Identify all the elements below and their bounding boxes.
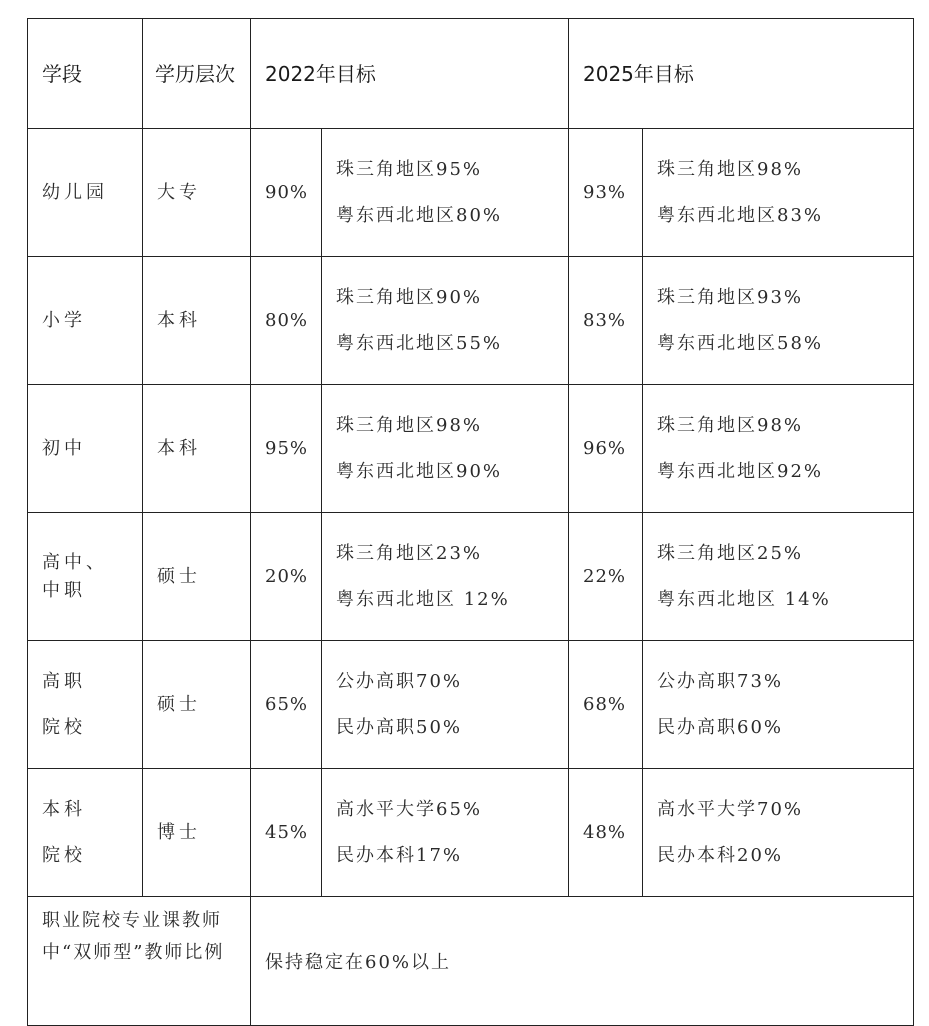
degree-cell: 本科 [143,257,251,385]
detail-line: 珠三角地区98% [657,414,804,436]
detail-line: 民办本科17% [336,844,463,866]
stage-cell: 小学 [28,257,143,385]
overall-2025-cell: 83% [569,257,643,385]
detail-line: 粤东西北地区83% [657,204,824,226]
degree-cell: 硕士 [143,513,251,641]
table-row [28,129,914,257]
stage-line: 院校 [42,844,86,866]
detail-line: 高水平大学65% [336,798,483,820]
detail-line: 珠三角地区25% [657,542,804,564]
detail-line: 珠三角地区23% [336,542,483,564]
degree-cell: 本科 [143,385,251,513]
stage-cell: 初中 [28,385,143,513]
detail-2025-cell [643,129,914,257]
table-row [28,641,914,769]
detail-line: 粤东西北地区92% [657,460,824,482]
detail-line: 珠三角地区90% [336,286,483,308]
stage-line: 高中、 [42,551,108,573]
detail-2025-cell [643,641,914,769]
overall-2025-cell: 93% [569,129,643,257]
table-row [28,769,914,897]
detail-line: 珠三角地区98% [336,414,483,436]
detail-line: 粤东西北地区55% [336,332,503,354]
detail-line: 珠三角地区95% [336,158,483,180]
overall-2025-cell: 48% [569,769,643,897]
stage-line: 高职 [42,670,86,692]
teacher-qualification-targets-table [27,18,914,1026]
detail-2022-cell [322,769,569,897]
detail-2025-cell [643,385,914,513]
stage-cell: 幼儿园 [28,129,143,257]
detail-line: 民办高职50% [336,716,463,738]
detail-line: 粤东西北地区80% [336,204,503,226]
detail-line: 粤东西北地区90% [336,460,503,482]
detail-line: 粤东西北地区 12% [336,588,510,610]
dual-qualified-teacher-value: 保持稳定在60%以上 [251,897,914,1026]
dual-qualified-teacher-label: 职业院校专业课教师中“双师型”教师比例 [28,897,251,1026]
header-stage: 学段 [28,19,143,129]
detail-line: 公办高职73% [657,670,784,692]
detail-2025-cell [643,257,914,385]
overall-2022-cell: 90% [251,129,322,257]
detail-2022-cell [322,257,569,385]
footer-row [28,897,914,1026]
stage-cell [28,769,143,897]
degree-cell: 大专 [143,129,251,257]
header-degree: 学历层次 [143,19,251,129]
detail-2025-cell [643,769,914,897]
detail-line: 高水平大学70% [657,798,804,820]
detail-line: 民办高职60% [657,716,784,738]
overall-2022-cell: 65% [251,641,322,769]
overall-2025-cell: 68% [569,641,643,769]
detail-2022-cell [322,129,569,257]
overall-2025-cell: 96% [569,385,643,513]
overall-2022-cell: 20% [251,513,322,641]
stage-cell [28,513,143,641]
overall-2022-cell: 45% [251,769,322,897]
degree-cell: 硕士 [143,641,251,769]
overall-2022-cell: 80% [251,257,322,385]
table-row [28,257,914,385]
table-row [28,513,914,641]
detail-line: 粤东西北地区58% [657,332,824,354]
header-row [28,19,914,129]
detail-line: 珠三角地区93% [657,286,804,308]
stage-cell [28,641,143,769]
overall-2025-cell: 22% [569,513,643,641]
header-target-2025: 2025年目标 [569,19,914,129]
stage-line: 院校 [42,716,86,738]
detail-line: 粤东西北地区 14% [657,588,831,610]
degree-cell: 博士 [143,769,251,897]
detail-2022-cell [322,513,569,641]
detail-2025-cell [643,513,914,641]
detail-line: 民办本科20% [657,844,784,866]
stage-line: 中职 [42,579,86,601]
detail-line: 珠三角地区98% [657,158,804,180]
stage-line: 本科 [42,798,86,820]
header-target-2022: 2022年目标 [251,19,569,129]
table-row [28,385,914,513]
detail-2022-cell [322,385,569,513]
detail-2022-cell [322,641,569,769]
overall-2022-cell: 95% [251,385,322,513]
detail-line: 公办高职70% [336,670,463,692]
